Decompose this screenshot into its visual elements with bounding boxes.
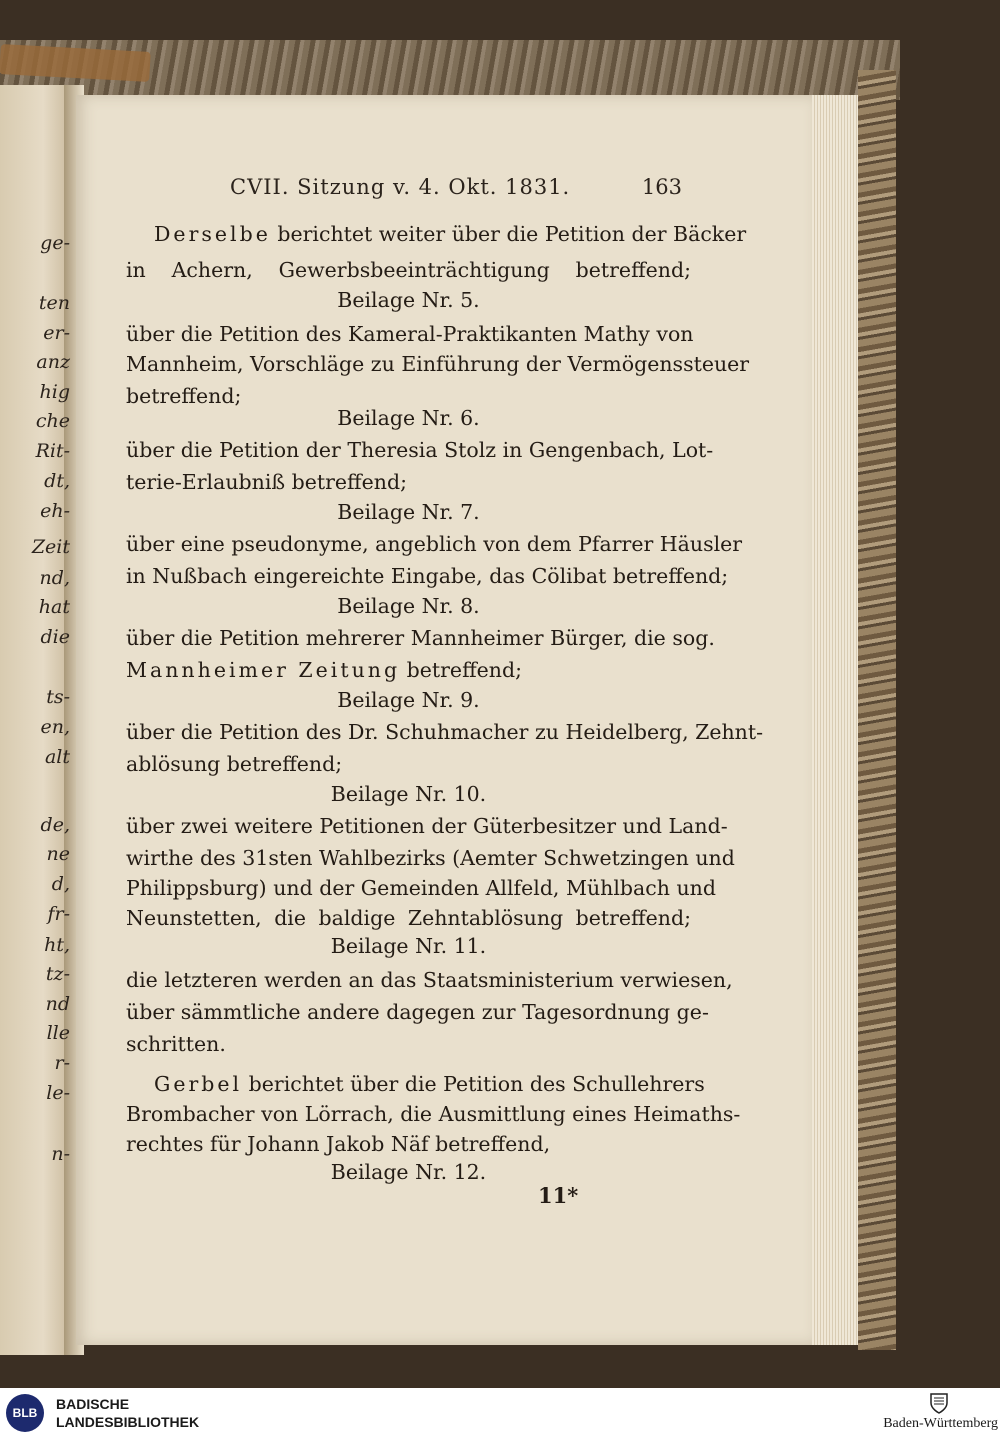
text-line: die letzteren werden an das Staatsministerium verwiesen, bbox=[126, 968, 733, 992]
text-line: über die Petition mehrerer Mannheimer Bürger, die sog. bbox=[126, 626, 715, 650]
text-line: über eine pseudonyme, angeblich von dem Pfarrer Häusler bbox=[126, 532, 743, 556]
left-fragment: ge- bbox=[40, 232, 70, 254]
left-fragment: ts- bbox=[46, 686, 70, 708]
text-line: Mannheim, Vorschläge zu Einführung der Vermögenssteuer bbox=[126, 352, 750, 376]
speaker-name: Gerbel bbox=[154, 1072, 243, 1096]
left-fragment: nd bbox=[45, 993, 70, 1015]
signature-mark: 11* bbox=[538, 1183, 579, 1208]
text-line: terie-Erlaubniß betreffend; bbox=[126, 470, 407, 494]
left-fragment: en, bbox=[40, 716, 70, 738]
footer-bar bbox=[0, 1388, 1000, 1438]
left-fragment: tz- bbox=[45, 963, 70, 985]
left-fragment: alt bbox=[44, 746, 70, 768]
region-label: Baden-Württemberg bbox=[883, 1416, 998, 1431]
left-fragment: ne bbox=[46, 843, 70, 865]
left-fragment: er- bbox=[43, 322, 70, 344]
beilage-reference: Beilage Nr. 5. bbox=[337, 288, 480, 312]
text-line: über sämmtliche andere dagegen zur Tagesordnung ge- bbox=[126, 1000, 709, 1024]
text-line: Neunstetten, die baldige Zehntablösung betreffend; bbox=[126, 906, 691, 930]
left-fragment: fr- bbox=[47, 903, 70, 925]
coat-of-arms-icon bbox=[928, 1391, 950, 1415]
beilage-reference: Beilage Nr. 7. bbox=[337, 500, 480, 524]
left-fragment: r- bbox=[54, 1052, 70, 1074]
beilage-reference: Beilage Nr. 9. bbox=[337, 688, 480, 712]
running-title: CVII. Sitzung v. 4. Okt. 1831. bbox=[230, 175, 571, 199]
text-line: schritten. bbox=[126, 1032, 226, 1056]
left-fragment: le- bbox=[46, 1082, 70, 1104]
marbled-cover-right bbox=[858, 70, 896, 1350]
text-line: ablösung betreffend; bbox=[126, 752, 343, 776]
text-line bbox=[126, 658, 522, 682]
text-line: über die Petition der Theresia Stolz in Gengenbach, Lot- bbox=[126, 438, 714, 462]
left-fragment: ten bbox=[38, 292, 70, 314]
running-header bbox=[230, 175, 690, 205]
beilage-reference: Beilage Nr. 10. bbox=[330, 782, 487, 806]
left-fragment: ht, bbox=[44, 934, 70, 956]
text-run: berichtet weiter über die Petition der Bäcker bbox=[277, 222, 747, 246]
speaker-name: Derselbe bbox=[154, 222, 271, 246]
text-line: Philippsburg) und der Gemeinden Allfeld, Mühlbach und bbox=[126, 876, 716, 900]
left-fragment: die bbox=[40, 626, 70, 648]
left-fragment: lle bbox=[46, 1022, 70, 1044]
text-line bbox=[154, 222, 747, 246]
left-fragment: hat bbox=[38, 596, 70, 618]
text-line: in Nußbach eingereichte Eingabe, das Cölibat betreffend; bbox=[126, 564, 729, 588]
left-fragment: d, bbox=[51, 873, 70, 895]
text-line: über zwei weitere Petitionen der Güterbesitzer und Land- bbox=[126, 814, 728, 838]
text-run: berichtet über die Petition des Schullehrers bbox=[248, 1072, 705, 1096]
left-fragment: hig bbox=[39, 381, 70, 403]
left-fragment: Rit- bbox=[35, 440, 70, 462]
text-line: über die Petition des Dr. Schuhmacher zu Heidelberg, Zehnt- bbox=[126, 720, 764, 744]
library-name-line1: BADISCHE bbox=[56, 1396, 130, 1412]
library-name[interactable] bbox=[56, 1395, 199, 1431]
beilage-reference: Beilage Nr. 8. bbox=[337, 594, 480, 618]
text-line: in Achern, Gewerbsbeeinträchtigung betreffend; bbox=[126, 258, 691, 282]
left-fragment: dt, bbox=[44, 470, 70, 492]
beilage-reference: Beilage Nr. 11. bbox=[330, 934, 487, 958]
text-line: über die Petition des Kameral-Praktikanten Mathy von bbox=[126, 322, 694, 346]
left-fragment: nd, bbox=[39, 567, 70, 589]
text-line: Brombacher von Lörrach, die Ausmittlung eines Heimaths- bbox=[126, 1102, 741, 1126]
left-fragment: anz bbox=[36, 351, 70, 373]
left-fragment: n- bbox=[51, 1143, 70, 1165]
text-line bbox=[154, 1072, 705, 1096]
text-line: betreffend; bbox=[126, 384, 242, 408]
beilage-reference: Beilage Nr. 6. bbox=[337, 406, 480, 430]
left-fragment: de, bbox=[40, 814, 70, 836]
text-line: wirthe des 31sten Wahlbezirks (Aemter Schwetzingen und bbox=[126, 846, 735, 870]
library-name-line2: LANDESBIBLIOTHEK bbox=[56, 1414, 200, 1430]
page-number: 163 bbox=[641, 175, 682, 199]
blb-logo[interactable]: BLB bbox=[6, 1394, 44, 1432]
left-fragment: Zeit bbox=[31, 536, 70, 558]
beilage-reference: Beilage Nr. 12. bbox=[330, 1160, 487, 1184]
emphasis-text: Mannheimer Zeitung bbox=[126, 658, 401, 682]
left-fragment: che bbox=[35, 410, 70, 432]
left-fragment: eh- bbox=[40, 500, 70, 522]
text-run: betreffend; bbox=[406, 658, 522, 682]
text-line: rechtes für Johann Jakob Näf betreffend, bbox=[126, 1132, 551, 1156]
